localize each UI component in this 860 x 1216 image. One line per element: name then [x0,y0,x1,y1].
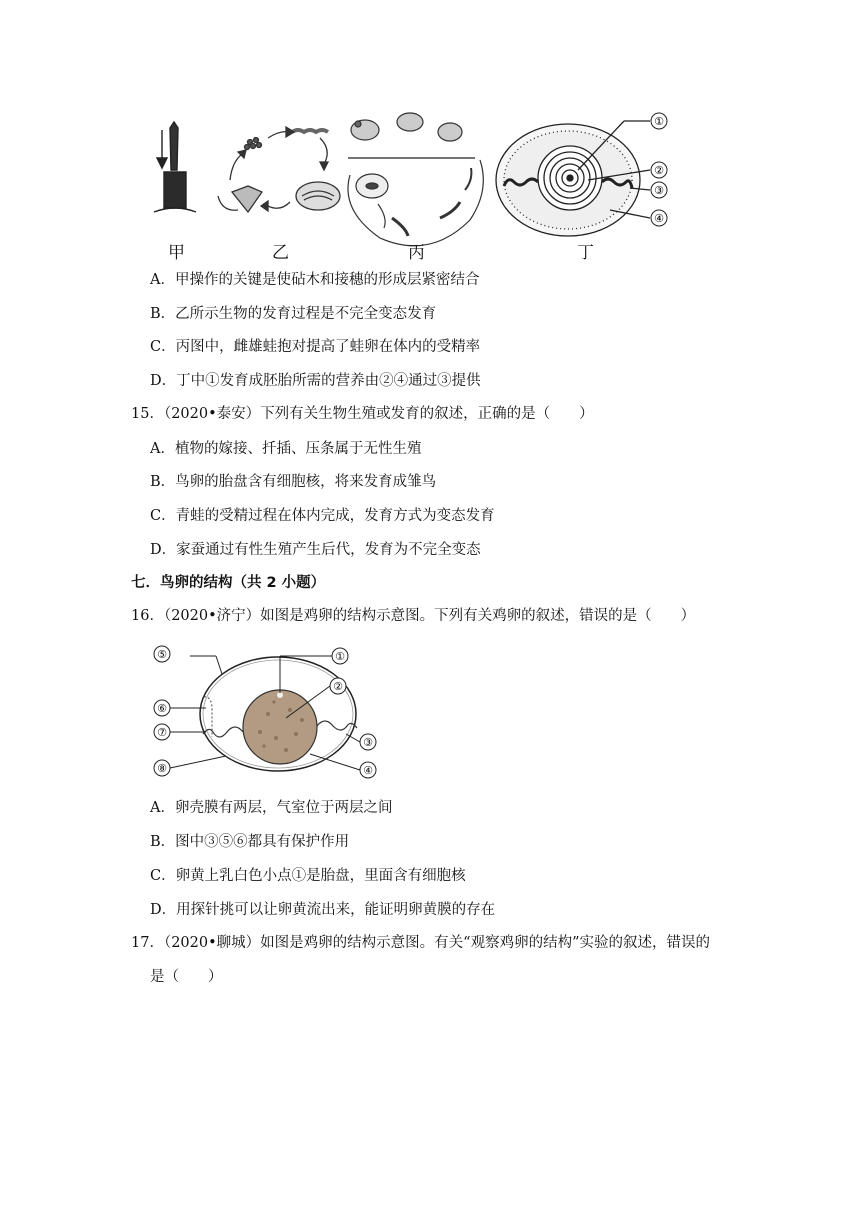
q14-option-b: B．乙所示生物的发育过程是不完全变态发育 [150,306,437,322]
q15-stem: 15．（2020•泰安）下列有关生物生殖或发育的叙述，正确的是（ ） [131,406,594,422]
chicken-egg-marker-4: ④ [363,764,373,777]
chicken-egg-marker-7: ⑦ [157,726,167,739]
chicken-egg-marker-1: ① [335,650,345,663]
chicken-egg-marker-6: ⑥ [157,702,167,715]
caption-yi: 乙 [272,243,289,263]
egg-marker-3: ③ [654,184,664,197]
q14-option-a: A．甲操作的关键是使砧木和接穗的形成层紧密结合 [150,272,480,288]
chicken-egg-drawing [150,642,390,782]
egg-markers [651,113,667,226]
q16-stem: 16．（2020•济宁）如图是鸡卵的结构示意图。下列有关鸡卵的叙述，错误的是（ ） [131,608,696,624]
q16-option-d: D．用探针挑可以让卵黄流出来，能证明卵黄膜的存在 [150,902,496,918]
q16-option-c: C．卵黄上乳白色小点①是胎盘，里面含有细胞核 [150,868,466,884]
chicken-egg-marker-2: ② [333,680,343,693]
caption-ding: 丁 [577,243,594,263]
bird-egg-drawing [496,121,650,236]
silkworm-cycle-drawing [218,127,340,212]
egg-marker-4: ④ [654,212,664,225]
q16-option-b: B．图中③⑤⑥都具有保护作用 [150,834,350,850]
caption-bing: 丙 [408,243,425,263]
egg-marker-1: ① [654,115,664,128]
frog-cycle-drawing [348,113,483,246]
chicken-egg-marker-8: ⑧ [157,762,167,775]
chicken-egg-figure [150,642,390,782]
egg-marker-2: ② [654,164,664,177]
q15-option-c: C．青蛙的受精过程在体内完成，发育方式为变态发育 [150,508,495,524]
q15-option-a: A．植物的嫁接、扦插、压条属于无性生殖 [150,441,422,457]
section-heading: 七．鸟卵的结构（共 2 小题） [131,575,326,591]
caption-jia: 甲 [168,243,185,263]
q17-stem-line2: 是（ ） [150,969,223,985]
q14-option-d: D．丁中①发育成胚胎所需的营养由②④通过③提供 [150,373,481,389]
chicken-egg-marker-5: ⑤ [157,648,167,661]
q15-option-b: B．鸟卵的胎盘含有细胞核，将来发育成雏鸟 [150,474,437,490]
q17-stem-line1: 17．（2020•聊城）如图是鸡卵的结构示意图。有关“观察鸡卵的结构”实验的叙述，错误的 [131,935,710,951]
q16-option-a: A．卵壳膜有两层，气室位于两层之间 [150,800,393,816]
chicken-egg-marker-3: ③ [363,736,373,749]
q15-option-d: D．家蚕通过有性生殖产生后代，发育为不完全变态 [150,542,481,558]
grafting-drawing [154,122,196,212]
q14-option-c: C．丙图中，雌雄蛙抱对提高了蛙卵在体内的受精率 [150,339,481,355]
